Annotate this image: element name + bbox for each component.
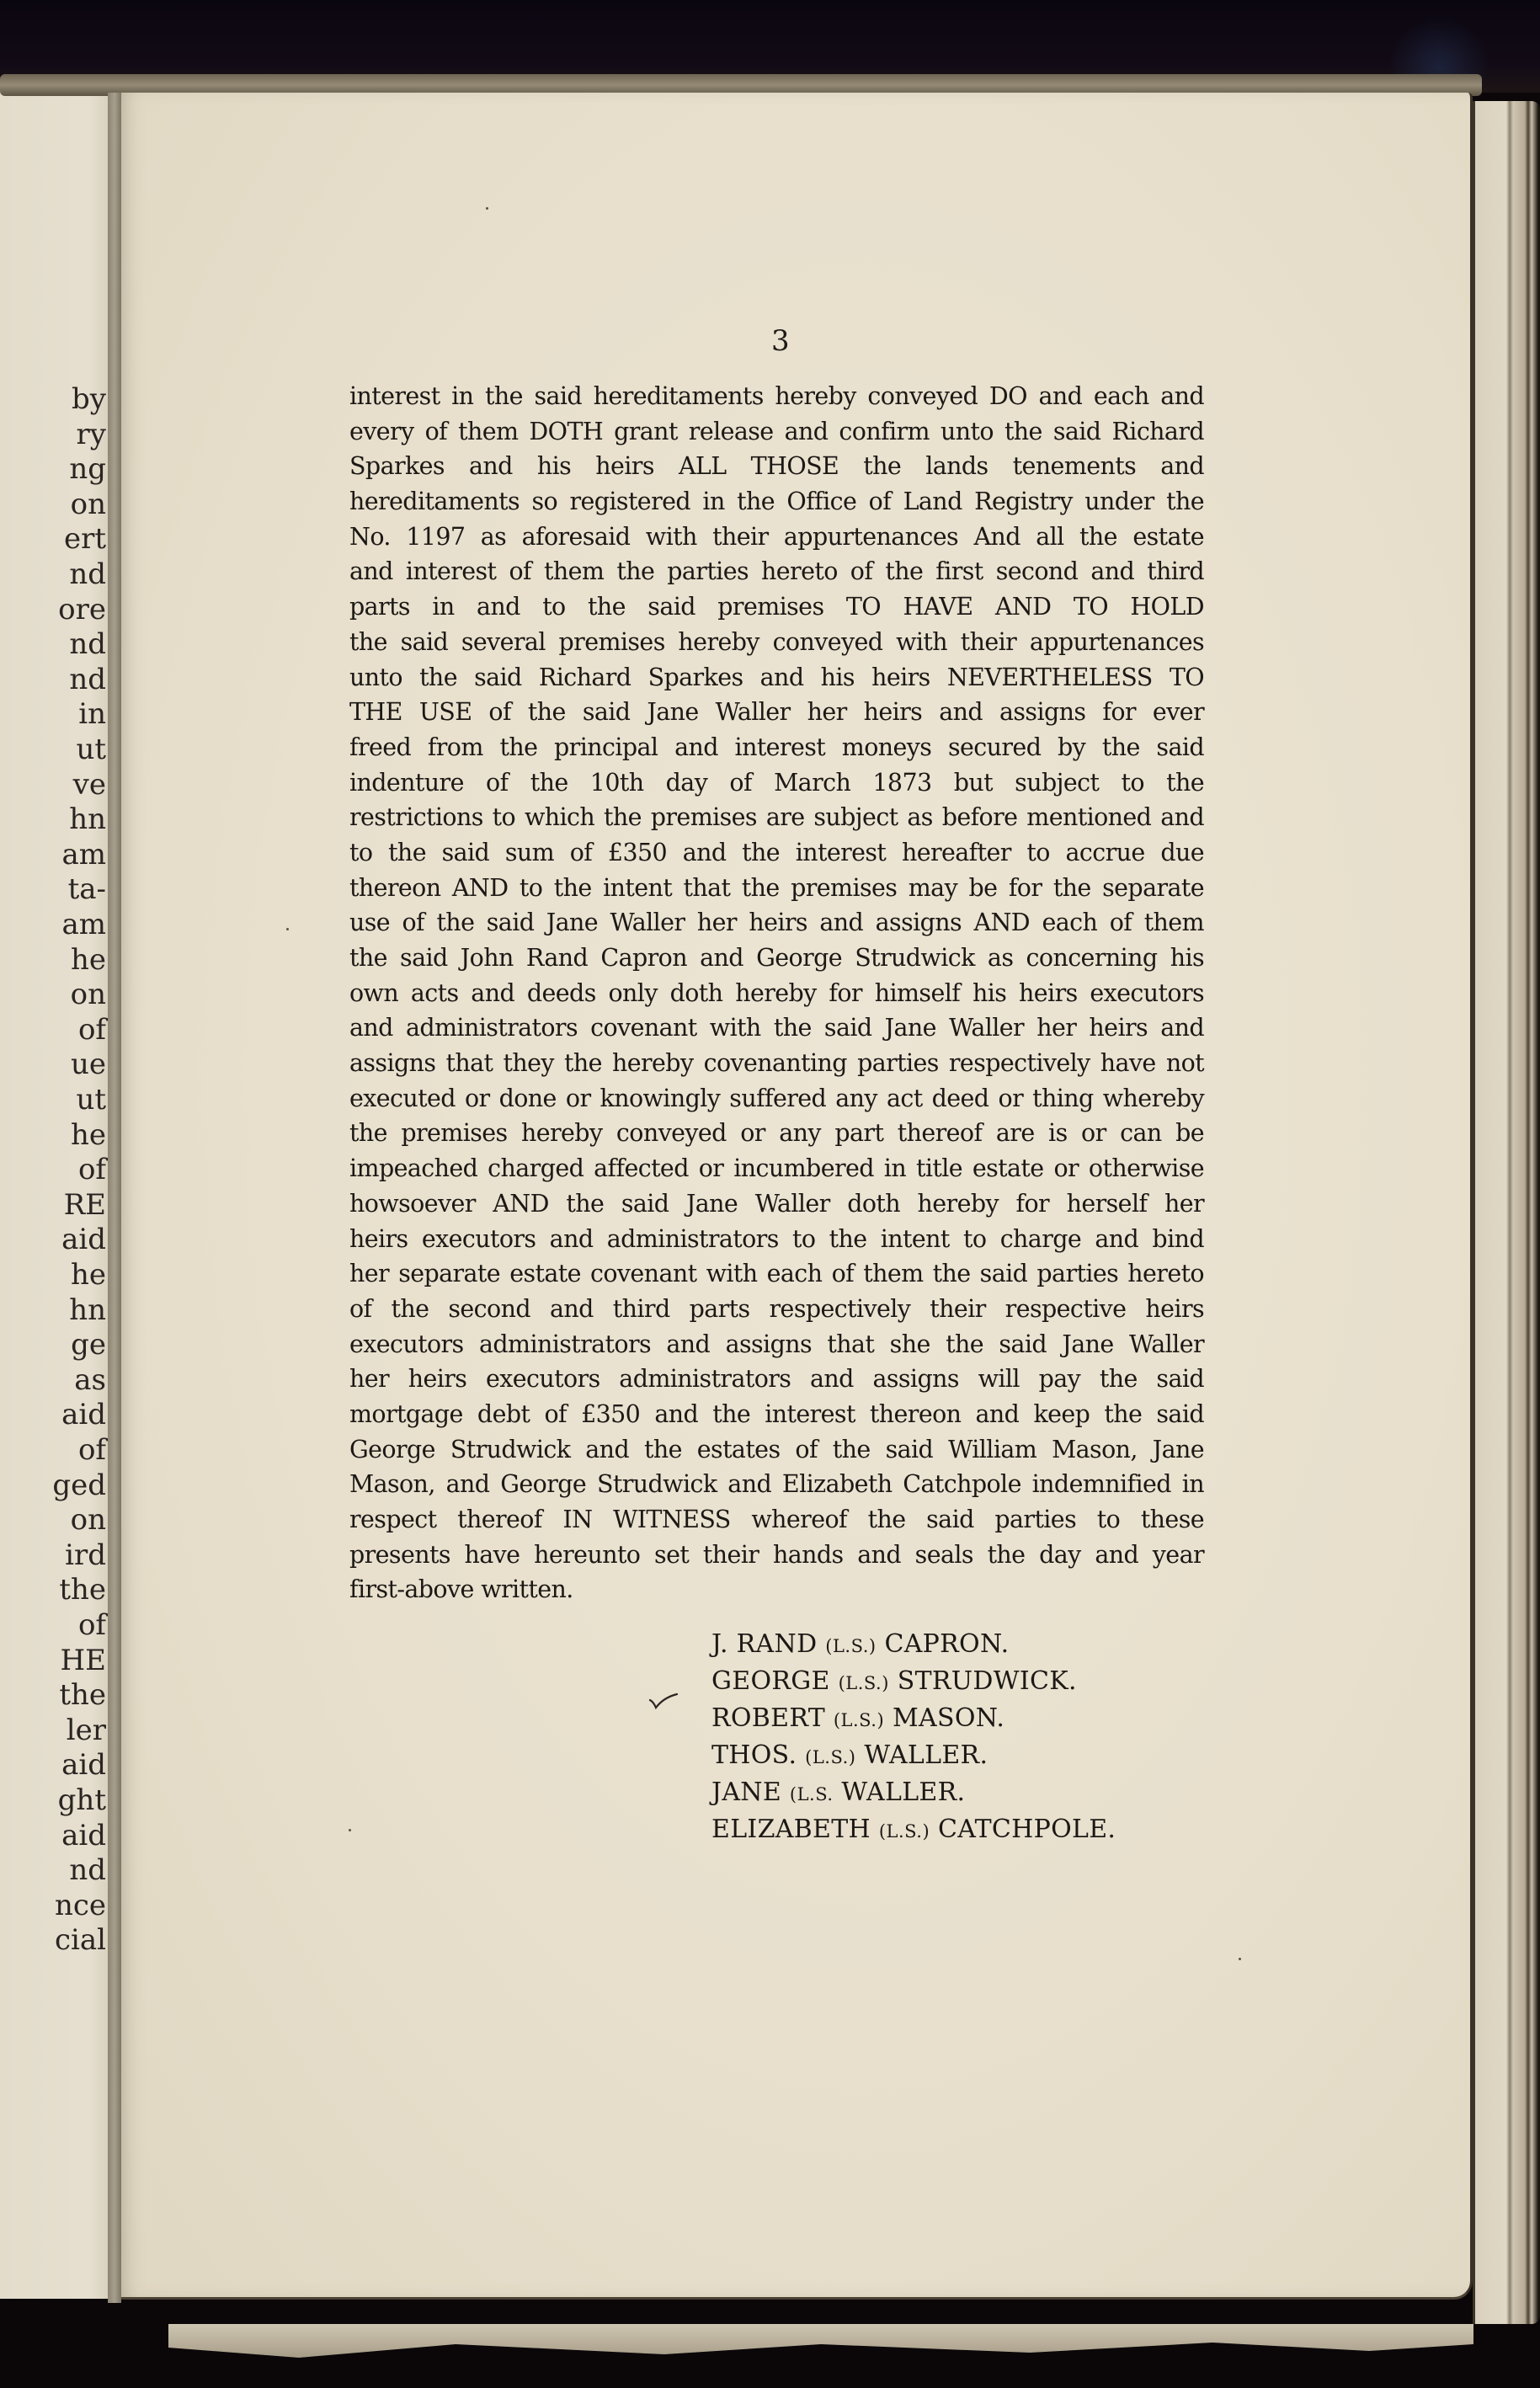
text-line: every of them DOTH grant release and confirm unto the said Richard <box>349 417 1204 445</box>
facing-page-text-fragment: ged <box>52 1468 106 1502</box>
paper-speck <box>486 207 488 210</box>
facing-page-text-fragment: aid <box>61 1398 106 1432</box>
signatory-surname: CAPRON. <box>884 1629 1010 1659</box>
text-line: and administrators covenant with the said Jane Waller her heirs and <box>349 1014 1204 1042</box>
text-line: executors administrators and assigns that she the said Jane Waller <box>349 1330 1204 1358</box>
text-line: Mason, and George Strudwick and Elizabeth Catchpole indemnified in <box>349 1470 1204 1499</box>
text-line: No. 1197 as aforesaid with their appurtenances And all the estate <box>349 522 1204 551</box>
facing-page-text-fragment: ng <box>69 452 106 487</box>
left-facing-page <box>0 80 111 2299</box>
handwritten-check-mark <box>648 1692 679 1709</box>
facing-page-text-fragment: aid <box>61 1223 106 1257</box>
text-line: the premises hereby conveyed or any part thereof are is or can be <box>349 1119 1204 1148</box>
text-line: howsoever AND the said Jane Waller doth hereby for herself her <box>349 1189 1204 1218</box>
facing-page-text-fragment: as <box>74 1362 106 1397</box>
facing-page-text-fragment: am <box>61 908 106 941</box>
signature-line <box>711 1664 1116 1701</box>
facing-page-text-fragment: on <box>70 1503 106 1538</box>
facing-page-text-fragment: nd <box>69 627 106 662</box>
page-edges-right <box>1473 101 1540 2324</box>
signatory-first-name: ROBERT <box>711 1703 825 1733</box>
seal-mark: (L.S.) <box>878 1821 930 1842</box>
text-line: Sparkes and his heirs ALL THOSE the lands tenements and <box>349 452 1204 481</box>
text-line: restrictions to which the premises are subject as before mentioned and <box>349 803 1204 832</box>
facing-page-text-fragment: ler <box>66 1713 106 1747</box>
signatory-first-name: GEORGE <box>711 1666 830 1696</box>
signature-block <box>711 1627 1116 1849</box>
text-line: respect thereof IN WITNESS whereof the said parties to these <box>349 1506 1204 1533</box>
facing-page-text-fragment: cial <box>54 1923 106 1958</box>
text-line: heirs executors and administrators to the intent to charge and bind <box>349 1224 1204 1253</box>
facing-page-text-fragment: ut <box>76 733 106 766</box>
facing-page-text-fragment: ght <box>57 1783 106 1817</box>
facing-page-text-fragment: hn <box>69 1293 106 1327</box>
text-line: George Strudwick and the estates of the said William Mason, Jane <box>349 1435 1204 1463</box>
signatory-first-name: THOS. <box>711 1740 797 1770</box>
facing-page-text-fragment: ry <box>76 417 106 451</box>
facing-page-text-fragment: aid <box>61 1748 106 1783</box>
facing-page-text-fragment: of <box>77 1153 106 1187</box>
signature-line <box>711 1701 1116 1738</box>
paper-speck <box>349 1829 351 1831</box>
facing-page-text-fragment: ta- <box>67 872 106 907</box>
seal-mark: (L.S.) <box>838 1673 889 1693</box>
paper-speck <box>1239 1958 1241 1960</box>
text-line: first-above written. <box>349 1575 573 1604</box>
text-line: own acts and deeds only doth hereby for himself his heirs executors <box>349 978 1204 1007</box>
text-line: impeached charged affected or incumbered in title estate or otherwise <box>349 1154 1204 1183</box>
book-gutter <box>108 93 121 2303</box>
facing-page-text-fragment: nd <box>69 662 106 696</box>
seal-mark: (L.S.) <box>825 1636 877 1656</box>
text-line: her heirs executors administrators and assigns will pay the said <box>349 1365 1204 1394</box>
signatory-first-name: ELIZABETH <box>711 1815 871 1844</box>
text-line: thereon AND to the intent that the premises may be for the separate <box>349 873 1204 902</box>
text-line: mortgage debt of £350 and the interest thereon and keep the said <box>349 1399 1204 1428</box>
text-line: THE USE of the said Jane Waller her heirs and assigns for ever <box>349 698 1204 727</box>
text-line: her separate estate covenant with each of them the said parties hereto <box>349 1260 1204 1288</box>
signatory-surname: MASON. <box>893 1703 1005 1733</box>
text-line: presents have hereunto set their hands and seals the day and year <box>349 1540 1204 1569</box>
text-line: unto the said Richard Sparkes and his heirs NEVERTHELESS TO <box>349 663 1204 691</box>
text-line: to the said sum of £350 and the interest hereafter to accrue due <box>349 838 1204 866</box>
facing-page-text-fragment: ue <box>70 1047 106 1082</box>
text-line: parts in and to the said premises TO HAVE AND TO HOLD <box>349 593 1204 621</box>
signatory-surname: WALLER. <box>841 1778 966 1807</box>
signature-line <box>711 1812 1116 1849</box>
signatory-surname: STRUDWICK. <box>897 1666 1077 1696</box>
text-line: and interest of them the parties hereto of the first second and third <box>349 557 1204 586</box>
signatory-surname: WALLER. <box>864 1740 988 1770</box>
facing-page-text-fragment: nd <box>69 557 106 591</box>
facing-page-text-fragment: RE <box>63 1187 106 1222</box>
facing-page-text-fragment: HE <box>60 1643 106 1677</box>
signatory-first-name: JANE <box>711 1778 782 1807</box>
text-line: use of the said Jane Waller her heirs and assigns AND each of them <box>349 909 1204 937</box>
facing-page-text-fragment: by <box>72 382 106 416</box>
facing-page-text-fragment: ore <box>58 592 106 626</box>
facing-page-text-fragment: he <box>70 942 106 977</box>
seal-mark: (L.S.) <box>833 1710 885 1730</box>
signature-line <box>711 1775 1116 1812</box>
facing-page-text-fragment: nce <box>54 1888 106 1922</box>
facing-page-text-fragment: ert <box>63 522 106 557</box>
text-line: indenture of the 10th day of March 1873 but subject to the <box>349 768 1204 797</box>
seal-mark: (L.S.) <box>805 1747 856 1767</box>
facing-page-text-fragment: of <box>77 1608 106 1642</box>
facing-page-text-fragment: of <box>77 1012 106 1047</box>
text-line: executed or done or knowingly suffered any act deed or thing whereby <box>349 1084 1204 1112</box>
facing-page-text-fragment: the <box>59 1573 106 1607</box>
facing-page-text-fragment: the <box>59 1678 106 1713</box>
page-number: 3 <box>771 324 790 358</box>
text-line: freed from the principal and interest moneys secured by the said <box>349 733 1204 761</box>
text-line: the said John Rand Capron and George Strudwick as concerning his <box>349 944 1204 972</box>
signature-line <box>711 1627 1116 1664</box>
text-line: interest in the said hereditaments hereby conveyed DO and each and <box>349 382 1204 410</box>
text-line: of the second and third parts respectively their respective heirs <box>349 1294 1204 1323</box>
facing-page-text-fragment: ge <box>71 1328 106 1362</box>
signatory-surname: CATCHPOLE. <box>938 1815 1116 1844</box>
text-line: the said several premises hereby conveyed with their appurtenances <box>349 627 1204 656</box>
facing-page-text-fragment: he <box>70 1258 106 1292</box>
facing-page-text-fragment: ird <box>65 1538 106 1572</box>
facing-page-text-fragment: hn <box>69 802 106 837</box>
facing-page-text-fragment: aid <box>61 1818 106 1852</box>
paper-speck <box>286 928 289 930</box>
deed-body-text <box>349 379 1204 1607</box>
facing-page-text-fragment: ut <box>76 1083 106 1117</box>
facing-page-text-fragment: ve <box>72 767 106 802</box>
torn-page-edges-bottom <box>168 2324 1473 2358</box>
seal-mark: (L.S. <box>789 1784 834 1804</box>
facing-page-text-fragment: on <box>70 978 106 1012</box>
facing-page-text-fragment: am <box>61 837 106 872</box>
text-line: hereditaments so registered in the Office of Land Registry under the <box>349 488 1204 516</box>
text-line: assigns that they the hereby covenanting parties respectively have not <box>349 1049 1204 1078</box>
facing-page-text-fragment: of <box>77 1433 106 1467</box>
facing-page-text-fragment: nd <box>69 1853 106 1888</box>
signature-line <box>711 1738 1116 1775</box>
facing-page-text-fragment: on <box>70 487 106 521</box>
facing-page-text-fragment: he <box>70 1117 106 1152</box>
facing-page-text-fragment: in <box>78 697 106 732</box>
signatory-first-name: J. RAND <box>711 1629 818 1659</box>
